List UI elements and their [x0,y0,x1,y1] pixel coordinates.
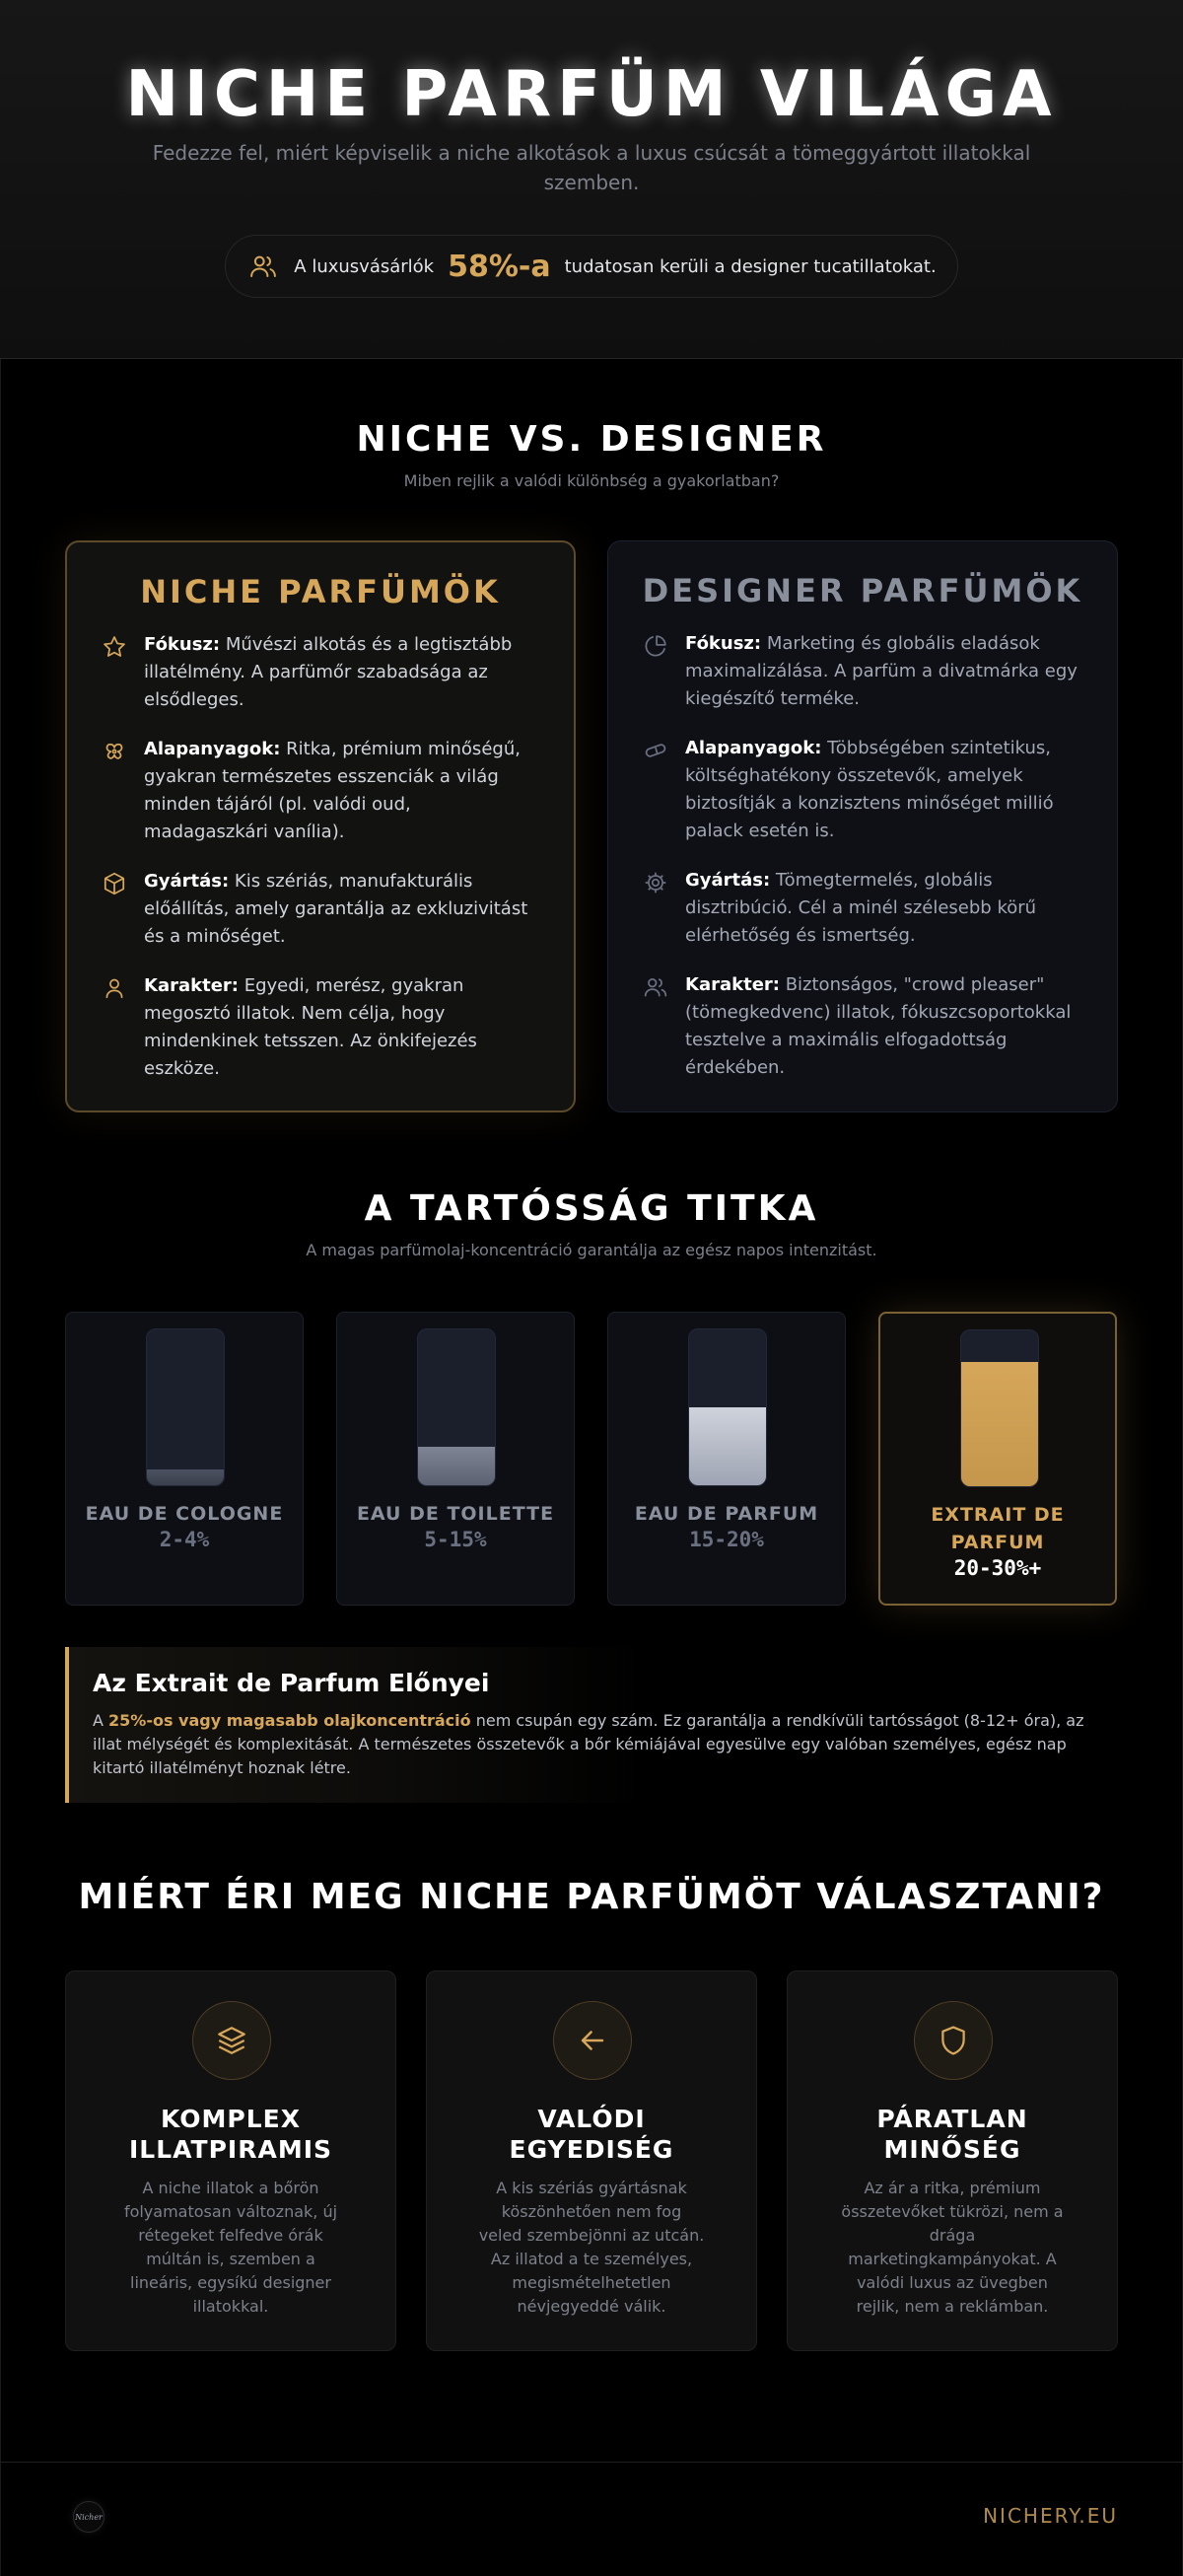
concentration-vial [688,1328,767,1486]
bottle-concentration: 5-15% [424,1528,487,1551]
site-link[interactable]: NICHERY.EU [983,2504,1118,2528]
hero-subtitle: Fedezze fel, miért képviselik a niche alkotások a luxus csúcsát a tömeggyártott illatokkal szemben. [152,141,1031,194]
vial-fill [418,1447,495,1486]
extrait-callout [65,1647,1118,1803]
niche-feature-ingredients [101,736,540,846]
longevity-title: A TARTÓSSÁG TITKA [364,1188,819,1229]
designer-card [607,540,1118,1112]
shield-icon [914,2001,993,2080]
niche-feature-character [101,972,540,1083]
stat-value: 58%-a [448,249,551,284]
benefit-card-uniqueness [426,1970,757,2351]
callout-title: Az Extrait de Parfum Előnyei [93,1669,490,1697]
arrow-left-icon [553,2001,632,2080]
logo-text: Nicher [75,2512,103,2522]
feature-text: Ritka, prémium minőségű, gyakran természetes esszenciák a világ minden tájáról (pl. valódi oud, madagaszkári vanília). [144,739,521,842]
longevity-subtitle: A magas parfümolaj-koncentráció garantálja az egész napos intenzitást. [306,1241,877,1259]
page-title: NICHE PARFÜM VILÁGA [125,58,1058,131]
designer-feature-focus [642,630,1083,713]
benefit-title: VALÓDI EGYEDISÉG [509,2105,674,2164]
vial-fill [689,1407,766,1485]
bottle-concentration: 2-4% [159,1528,210,1551]
feature-label: Karakter: [144,975,239,996]
concentration-vial [146,1328,225,1486]
feature-label: Fókusz: [144,634,221,655]
niche-feature-focus [101,631,540,714]
bottle-concentration: 15-20% [689,1528,764,1551]
hero-section [0,0,1183,359]
star-icon [101,633,128,661]
bottle-name: EAU DE PARFUM [634,1503,819,1525]
feature-text: Művészi alkotás és a legtisztább illatélmény. A parfümőr szabadsága az elsődleges. [144,634,513,710]
designer-heading: DESIGNER PARFÜMÖK [642,572,1083,609]
concentration-vial [960,1329,1039,1487]
stat-pill [225,235,958,298]
bottle-card-toilette [336,1312,575,1606]
callout-text-end: nem csupán egy szám. Ez garantálja a rendkívüli tartósságot (8-12+ óra), az illat mélységét és komplexitását. A természetes összetevők a bőr kémiájával egyesülve egy valóban személyes, egész nap kitartó illatélményt hoznak létre. [93,1711,1084,1777]
benefit-text: A niche illatok a bőrön folyamatosan változnak, új rétegeket felfedve órák múltán is, szemben a lineáris, egysíkú designer illatokkal. [123,2179,338,2316]
benefit-title: PÁRATLAN MINŐSÉG [876,2105,1028,2164]
bottle-name: EAU DE COLOGNE [85,1503,284,1525]
callout-text [93,1709,1094,1780]
concentration-vial [417,1328,496,1486]
feature-text: Többségében szintetikus, költséghatékony összetevők, amelyek biztosítják a konzisztens minőséget millió palack esetén is. [685,738,1054,841]
compare-subtitle: Miben rejlik a valódi különbség a gyakorlatban? [403,471,780,490]
vial-fill [147,1469,224,1485]
designer-feature-ingredients [642,735,1083,845]
feature-label: Fókusz: [685,633,762,654]
feature-text: Kis szériás, manufakturális előállítás, amely garantálja az exkluzivitást és a minőséget. [144,871,528,947]
brand-logo[interactable] [73,2501,104,2533]
benefits-title: MIÉRT ÉRI MEG NICHE PARFÜMÖT VÁLASZTANI? [78,1877,1105,1917]
flower-icon [101,738,128,765]
compare-title: NICHE VS. DESIGNER [356,419,827,460]
cog-icon [642,869,669,896]
niche-feature-production [101,868,540,951]
niche-card [65,540,576,1112]
feature-label: Gyártás: [144,871,230,892]
bottle-name: EXTRAIT DE PARFUM [931,1504,1065,1553]
benefit-card-pyramid [65,1970,396,2351]
stat-text-after: tudatosan kerüli a designer tucatillatokat. [564,255,937,277]
box-icon [101,870,128,897]
benefit-text: Az ár a ritka, prémium összetevőket tükrözi, nem a drága marketingkampányokat. A valódi luxus az üvegben rejlik, nem a reklámban. [841,2179,1064,2316]
bottle-card-extrait [878,1312,1117,1606]
feature-label: Alapanyagok: [144,739,281,759]
vial-fill [961,1362,1038,1486]
bottle-concentration: 20-30%+ [953,1556,1042,1580]
benefit-text: A kis szériás gyártásnak köszönhetően nem fog veled szembejönni az utcán. Az illatod a te személyes, megismételhetetlen névjegyeddé válik. [478,2179,705,2316]
designer-feature-production [642,867,1083,950]
bottle-card-cologne [65,1312,304,1606]
feature-label: Karakter: [685,974,780,995]
feature-text: Biztonságos, "crowd pleaser" (tömegkedvenc) illatok, fókuszcsoportokkal tesztelve a maximális elfogadottság érdekében. [685,974,1072,1078]
feature-text: Tömegtermelés, globális disztribúció. Cél a minél szélesebb körű elérhetőség és ismertség. [685,870,1037,946]
feature-label: Gyártás: [685,870,771,891]
user-icon [101,974,128,1002]
niche-heading: NICHE PARFÜMÖK [140,573,501,610]
bottle-card-parfum [607,1312,846,1606]
footer [0,2462,1183,2576]
pill-icon [642,737,669,764]
feature-text: Egyedi, merész, gyakran megosztó illatok. Nem célja, hogy mindenkinek tetsszen. Az önkifejezés eszköze. [144,975,477,1079]
users-icon [642,973,669,1001]
users-icon [246,250,280,283]
feature-text: Marketing és globális eladások maximalizálása. A parfüm a divatmárka egy kiegészítő terméke. [685,633,1078,709]
benefit-card-quality [787,1970,1118,2351]
callout-highlight: 25%-os vagy magasabb olajkoncentráció [108,1711,471,1730]
bottle-name: EAU DE TOILETTE [356,1503,555,1525]
callout-text-start: A [93,1711,109,1730]
layers-icon [192,2001,271,2080]
stat-text-before: A luxusvásárlók [294,255,435,277]
pie-chart-icon [642,632,669,660]
feature-label: Alapanyagok: [685,738,822,758]
designer-feature-character [642,971,1083,1082]
benefit-title: KOMPLEX ILLATPIRAMIS [128,2105,333,2164]
